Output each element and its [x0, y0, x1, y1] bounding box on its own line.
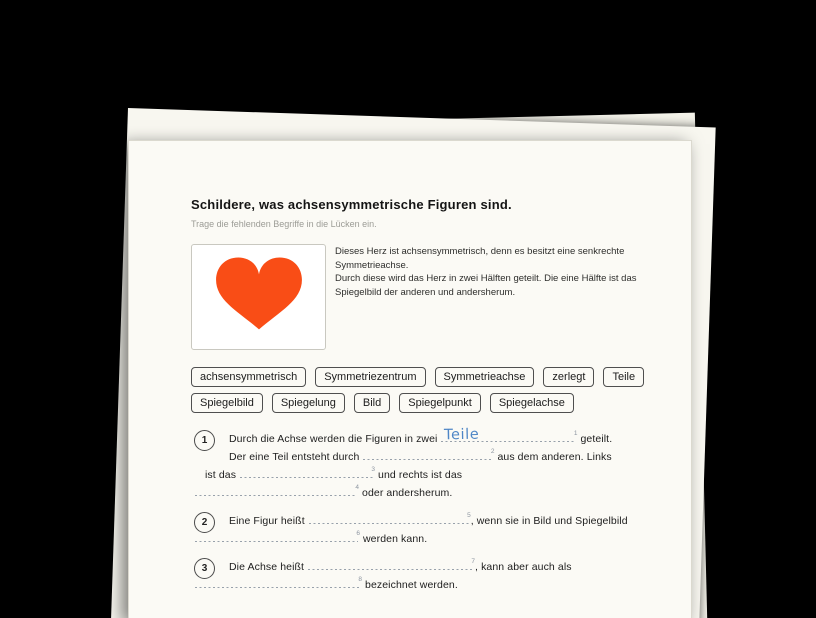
heart-icon: [212, 255, 306, 340]
question-line: [229, 448, 651, 466]
question-text: und rechts ist das: [378, 469, 463, 481]
word-bank-row: [191, 393, 651, 413]
blank-number: 1: [573, 430, 578, 437]
question-text: Eine Figur heißt: [229, 515, 305, 527]
word-chip[interactable]: Spiegelung: [272, 393, 345, 413]
question-text: geteilt.: [580, 433, 613, 445]
question-text: , wenn sie in Bild und Spiegelbild: [470, 515, 628, 527]
answer-blank[interactable]: [441, 426, 578, 444]
question-text: aus dem anderen. Links: [497, 451, 612, 463]
word-chip[interactable]: achsensymmetrisch: [191, 367, 306, 387]
page-title: Schildere, was achsensymmetrische Figuren sind.: [191, 197, 512, 212]
word-chip[interactable]: Teile: [603, 367, 644, 387]
question-text: Die Achse heißt: [229, 561, 305, 573]
question-text: ist das: [205, 469, 237, 481]
question-text: , kann aber auch als: [475, 561, 572, 573]
page-subtitle: Trage die fehlenden Begriffe in die Lücken ein.: [191, 219, 377, 229]
blank-number: 7: [471, 558, 476, 565]
word-bank-row: [191, 367, 651, 387]
blank-number: 6: [356, 530, 360, 537]
question-line: [191, 576, 651, 594]
question-text: Durch die Achse werden die Figuren in zwei: [229, 433, 438, 445]
example-figure-box: [191, 244, 326, 350]
word-chip[interactable]: Bild: [354, 393, 390, 413]
questions: [191, 426, 651, 594]
blank-number: 4: [355, 484, 359, 491]
question-line: [191, 484, 651, 502]
question: [191, 512, 651, 548]
question: [191, 426, 651, 502]
question-number: 1: [194, 430, 215, 451]
question-text: Der eine Teil entsteht durch: [229, 451, 360, 463]
answer-blank[interactable]: [308, 558, 476, 570]
worksheet-page: [128, 140, 692, 618]
question-line: [191, 530, 651, 548]
info-line: Durch diese wird das Herz in zwei Hälften geteilt. Die eine Hälfte ist das: [335, 273, 637, 285]
answer-blank[interactable]: [240, 466, 376, 478]
word-chip[interactable]: Symmetrieachse: [435, 367, 535, 387]
word-chip[interactable]: Symmetriezentrum: [315, 367, 425, 387]
blank-number: 2: [490, 448, 495, 455]
question-line: [229, 512, 651, 530]
answer-blank[interactable]: [195, 485, 357, 496]
answer-blank[interactable]: [363, 448, 495, 460]
word-bank: [191, 367, 651, 413]
question-number: 3: [194, 558, 215, 579]
question-text: bezeichnet werden.: [365, 579, 458, 591]
blank-number: 5: [467, 512, 471, 519]
answer-blank[interactable]: [195, 531, 358, 542]
info-line: Spiegelbild der anderen und andersherum.: [335, 286, 516, 298]
question-line: [229, 426, 651, 448]
word-chip[interactable]: zerlegt: [543, 367, 594, 387]
answer-blank[interactable]: [309, 513, 469, 524]
filled-answer[interactable]: Teile: [444, 426, 480, 444]
blank-number: 8: [358, 576, 362, 583]
worksheet-content: [129, 141, 691, 594]
blank-number: 3: [371, 466, 376, 473]
example-row: [191, 244, 651, 350]
question-text: oder andersherum.: [362, 487, 453, 499]
question-text: werden kann.: [363, 533, 428, 545]
info-text: [335, 244, 637, 299]
info-line: Dieses Herz ist achsensymmetrisch, denn es besitzt eine senkrechte: [335, 246, 625, 257]
word-chip[interactable]: Spiegelbild: [191, 393, 263, 413]
question: [191, 558, 651, 594]
answer-blank[interactable]: [195, 577, 360, 588]
word-chip[interactable]: Spiegelachse: [490, 393, 574, 413]
question-line: [229, 558, 651, 576]
word-chip[interactable]: Spiegelpunkt: [399, 393, 481, 413]
info-line: Symmetrieachse.: [335, 259, 409, 271]
question-number: 2: [194, 512, 215, 533]
question-line: [205, 466, 651, 484]
